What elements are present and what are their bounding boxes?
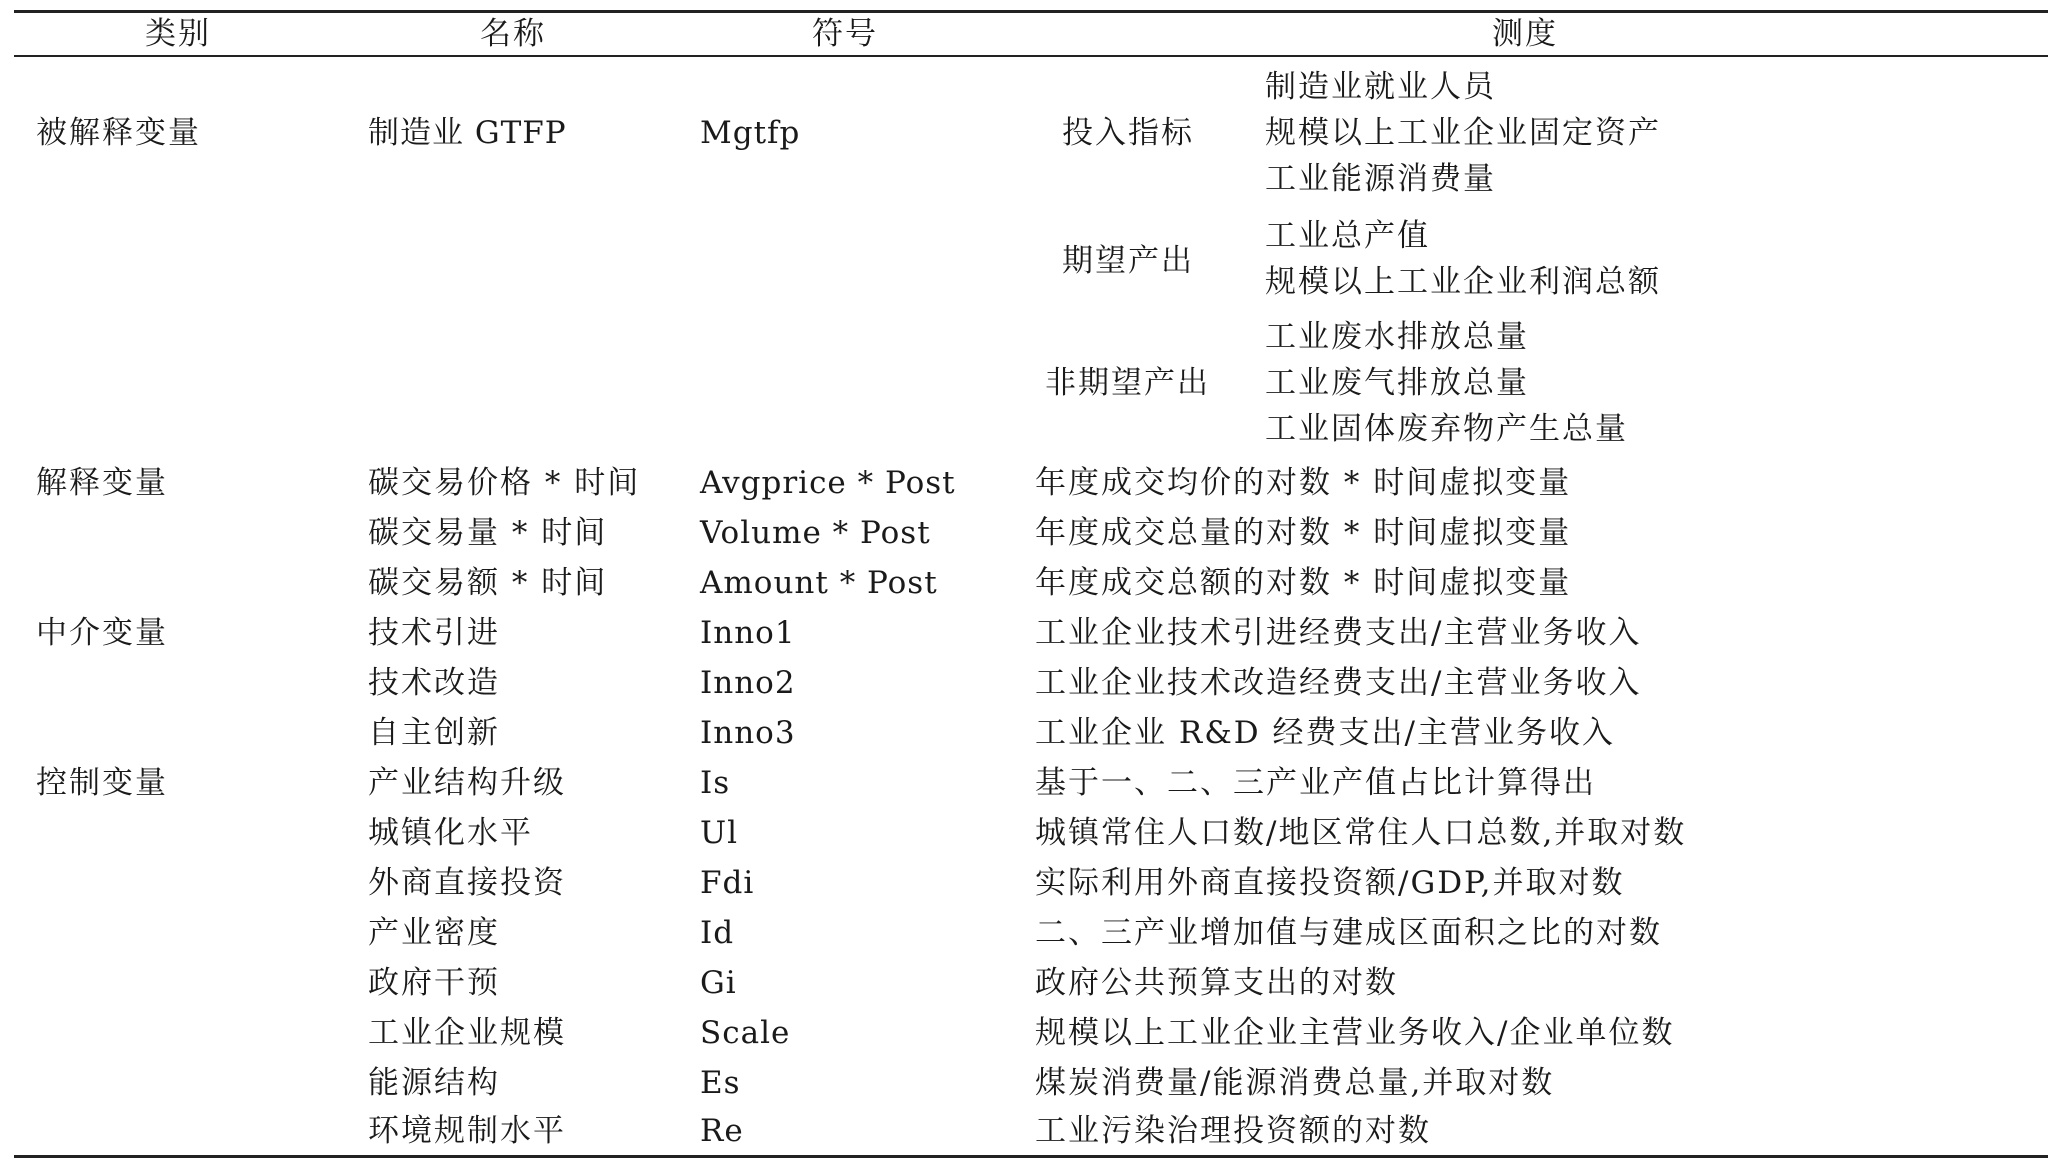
row-name: 产业密度 bbox=[368, 915, 500, 951]
undesired-output-item: 工业废气排放总量 bbox=[1265, 365, 1529, 401]
group-label-undesired-output: 非期望产出 bbox=[1045, 365, 1210, 401]
row-measure: 年度成交均价的对数 * 时间虚拟变量 bbox=[1035, 465, 1572, 501]
row-symbol: Scale bbox=[700, 1015, 791, 1051]
row-name: 碳交易量 * 时间 bbox=[368, 515, 608, 551]
row-category: 中介变量 bbox=[36, 615, 168, 651]
header-rule bbox=[14, 55, 2048, 57]
row-measure: 年度成交总额的对数 * 时间虚拟变量 bbox=[1035, 565, 1572, 601]
input-item: 制造业就业人员 bbox=[1265, 69, 1496, 105]
row-measure: 工业企业技术引进经费支出/主营业务收入 bbox=[1035, 615, 1642, 651]
row-symbol: Ul bbox=[700, 815, 739, 851]
row-name: 城镇化水平 bbox=[368, 815, 533, 851]
row-name: 技术改造 bbox=[368, 665, 500, 701]
row-name: 自主创新 bbox=[368, 715, 500, 751]
row-name: 工业企业规模 bbox=[368, 1015, 566, 1051]
row-symbol: Es bbox=[700, 1065, 741, 1101]
row-symbol: Amount * Post bbox=[700, 565, 938, 601]
input-item: 规模以上工业企业固定资产 bbox=[1265, 115, 1661, 151]
top-rule bbox=[14, 10, 2048, 13]
row-name: 能源结构 bbox=[368, 1065, 500, 1101]
row-name: 碳交易价格 * 时间 bbox=[368, 465, 641, 501]
undesired-output-item: 工业固体废弃物产生总量 bbox=[1265, 411, 1628, 447]
row-symbol: Re bbox=[700, 1113, 744, 1149]
header-symbol: 符号 bbox=[812, 16, 878, 52]
row-measure: 工业污染治理投资额的对数 bbox=[1035, 1113, 1431, 1149]
row-measure: 政府公共预算支出的对数 bbox=[1035, 965, 1398, 1001]
dependent-name: 制造业 GTFP bbox=[368, 115, 567, 151]
dependent-category: 被解释变量 bbox=[36, 115, 201, 151]
row-category: 控制变量 bbox=[36, 765, 168, 801]
row-name: 政府干预 bbox=[368, 965, 500, 1001]
input-item: 工业能源消费量 bbox=[1265, 161, 1496, 197]
row-name: 外商直接投资 bbox=[368, 865, 566, 901]
group-label-desired-output: 期望产出 bbox=[1062, 243, 1194, 279]
header-name: 名称 bbox=[480, 16, 546, 52]
row-measure: 年度成交总量的对数 * 时间虚拟变量 bbox=[1035, 515, 1572, 551]
row-measure: 二、三产业增加值与建成区面积之比的对数 bbox=[1035, 915, 1662, 951]
row-name: 技术引进 bbox=[368, 615, 500, 651]
row-symbol: Fdi bbox=[700, 865, 755, 901]
row-symbol: Inno3 bbox=[700, 715, 796, 751]
row-measure: 工业企业 R&D 经费支出/主营业务收入 bbox=[1035, 715, 1615, 751]
row-measure: 工业企业技术改造经费支出/主营业务收入 bbox=[1035, 665, 1642, 701]
row-symbol: Volume * Post bbox=[700, 515, 931, 551]
group-label-input: 投入指标 bbox=[1062, 115, 1194, 151]
row-measure: 实际利用外商直接投资额/GDP,并取对数 bbox=[1035, 865, 1625, 901]
header-measure: 测度 bbox=[1492, 16, 1558, 52]
row-symbol: Inno1 bbox=[700, 615, 796, 651]
row-symbol: Gi bbox=[700, 965, 737, 1001]
row-symbol: Inno2 bbox=[700, 665, 796, 701]
row-measure: 煤炭消费量/能源消费总量,并取对数 bbox=[1035, 1065, 1555, 1101]
undesired-output-item: 工业废水排放总量 bbox=[1265, 319, 1529, 355]
row-name: 环境规制水平 bbox=[368, 1113, 566, 1149]
dependent-symbol: Mgtfp bbox=[700, 115, 801, 151]
row-symbol: Is bbox=[700, 765, 731, 801]
row-name: 碳交易额 * 时间 bbox=[368, 565, 608, 601]
desired-output-item: 规模以上工业企业利润总额 bbox=[1265, 264, 1661, 300]
row-symbol: Avgprice * Post bbox=[700, 465, 956, 501]
row-category: 解释变量 bbox=[36, 465, 168, 501]
row-measure: 城镇常住人口数/地区常住人口总数,并取对数 bbox=[1035, 815, 1687, 851]
row-symbol: Id bbox=[700, 915, 735, 951]
bottom-rule bbox=[14, 1155, 2048, 1158]
header-category: 类别 bbox=[145, 16, 211, 52]
row-measure: 基于一、二、三产业产值占比计算得出 bbox=[1035, 765, 1596, 801]
row-name: 产业结构升级 bbox=[368, 765, 566, 801]
row-measure: 规模以上工业企业主营业务收入/企业单位数 bbox=[1035, 1015, 1675, 1051]
desired-output-item: 工业总产值 bbox=[1265, 218, 1430, 254]
